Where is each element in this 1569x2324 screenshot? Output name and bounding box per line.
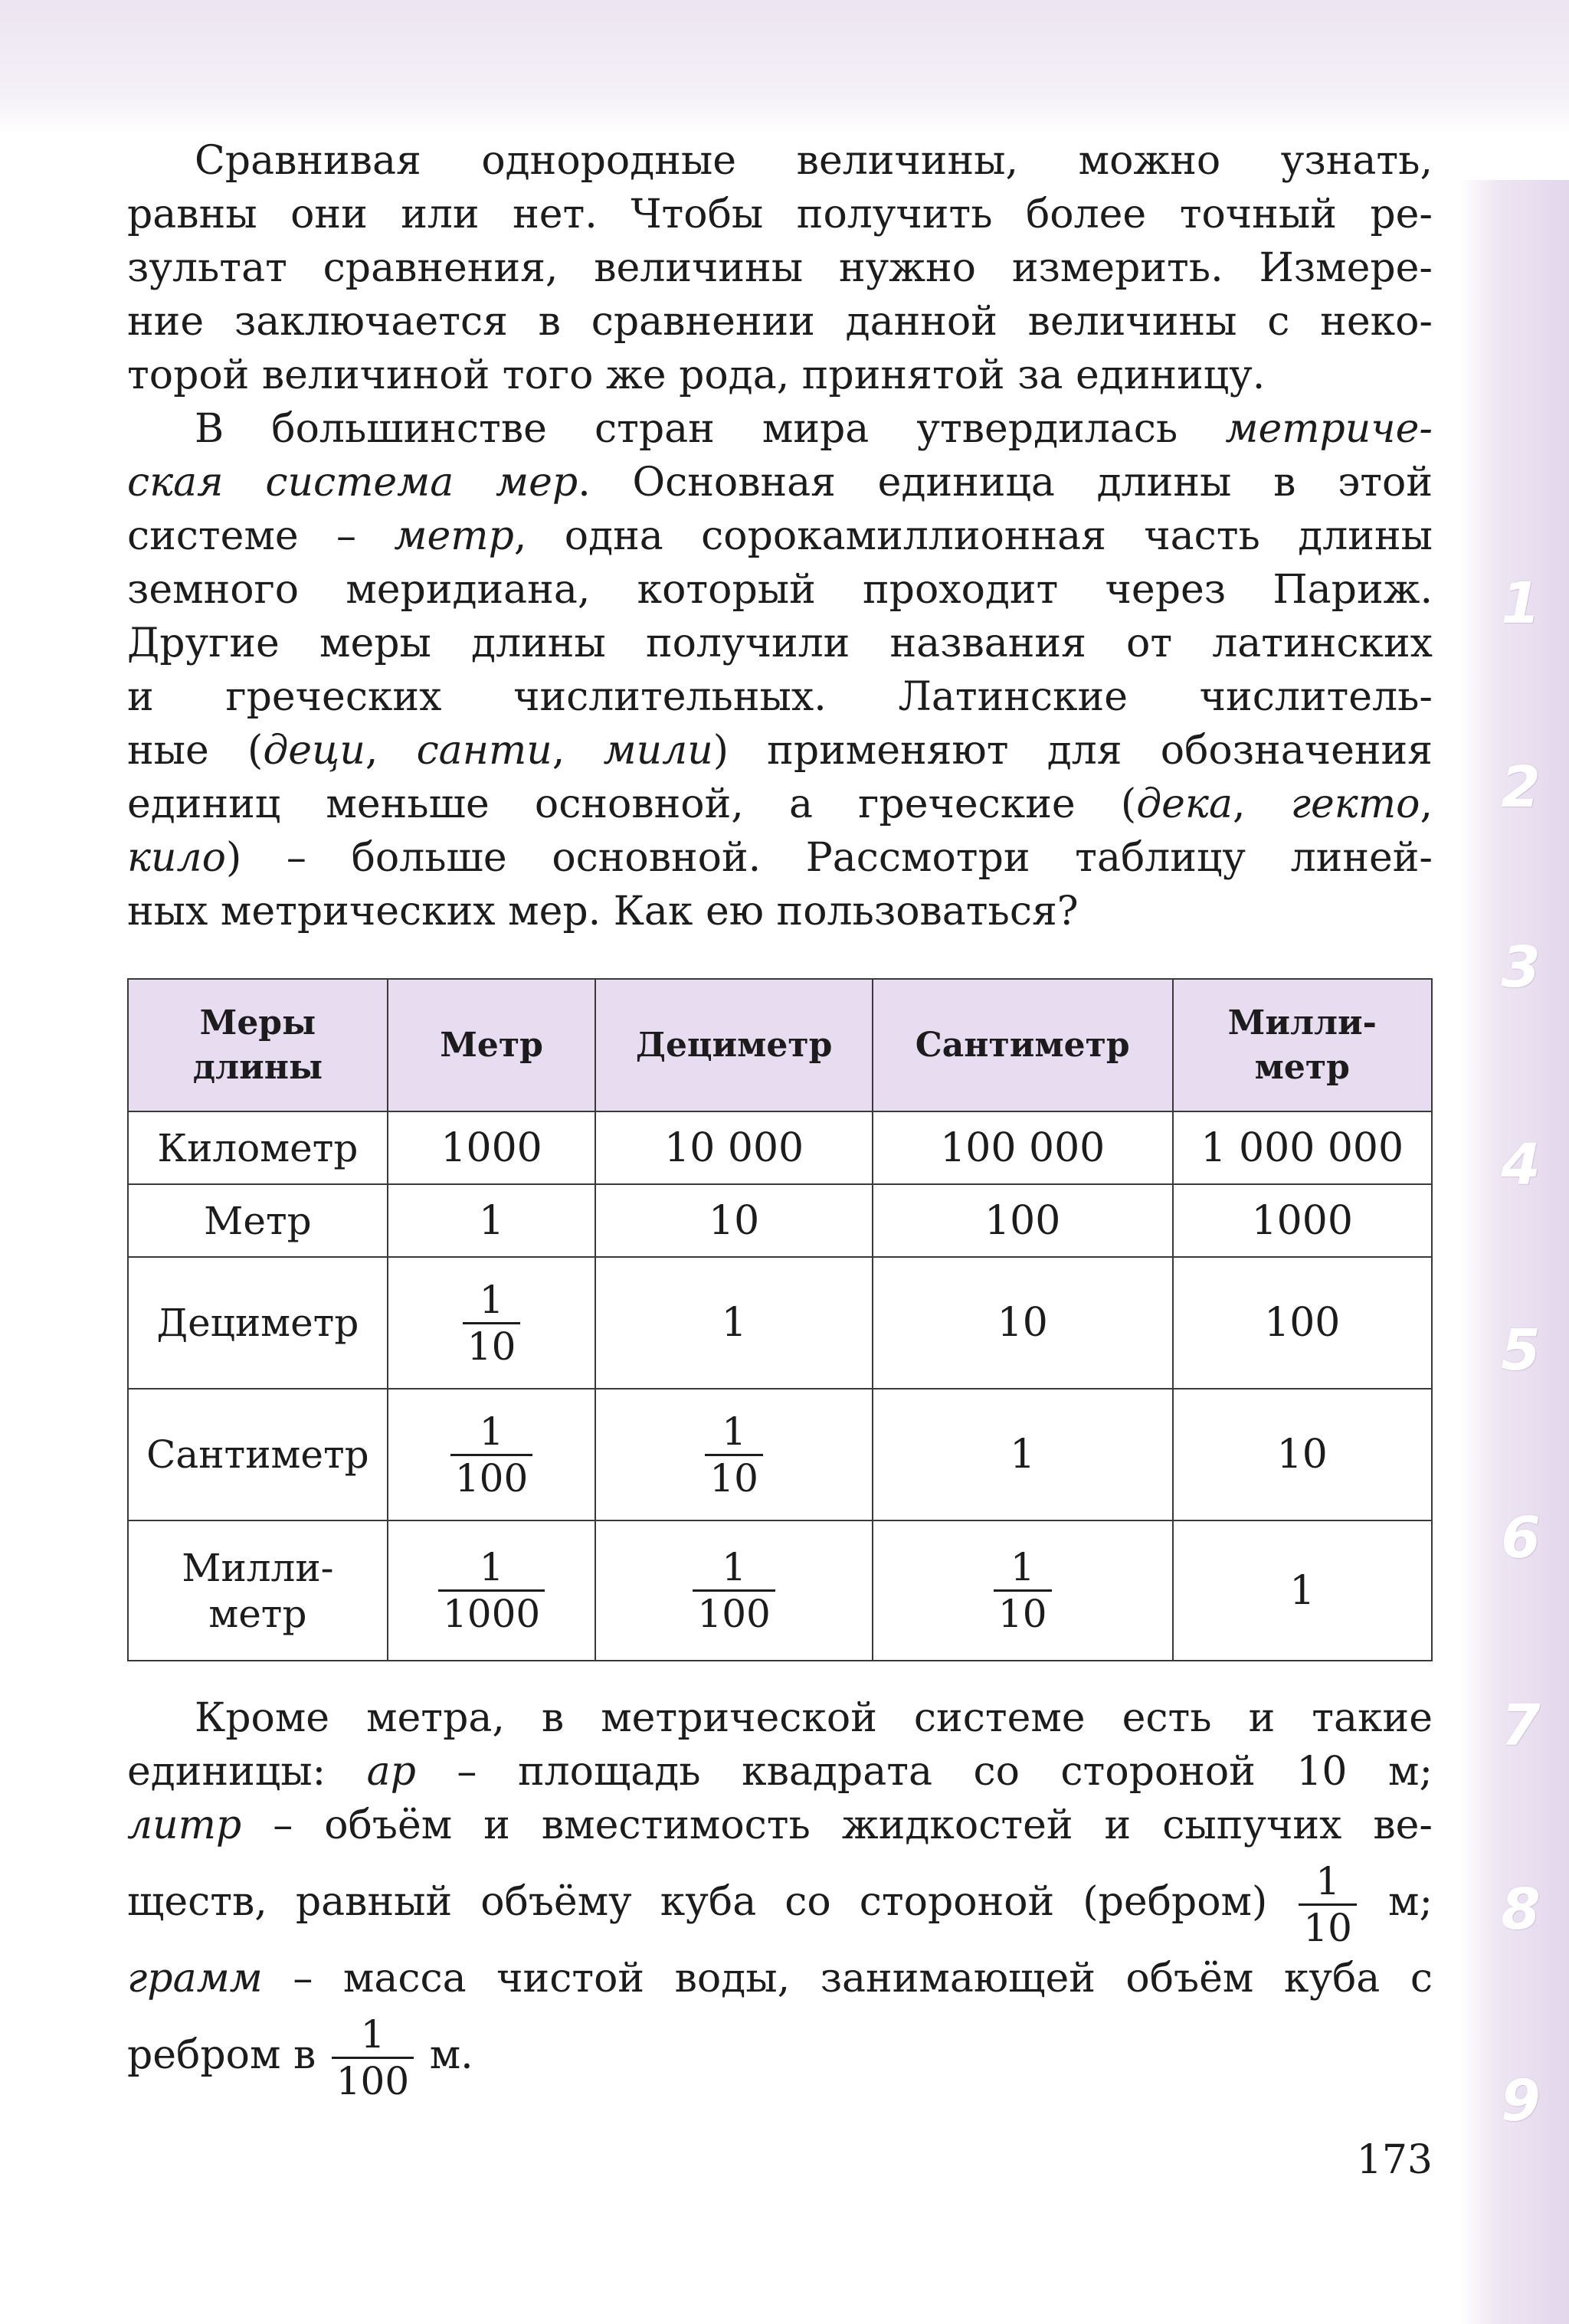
chapter-tab-1: 1 [1501,571,1541,637]
text-span: – масса чистой воды, занимающей объём куба с [262,1956,1433,2002]
table-cell-fraction [595,1389,873,1520]
text-span: ществ, равный объёму куба со стороной (ребром) [127,1879,1296,1925]
text-span: . Основная единица длины в этой [578,460,1433,506]
chapter-tab-5: 5 [1501,1317,1541,1383]
table-cell: 100 [873,1184,1173,1257]
text-line: Сравнивая однородные величины, можно узнать, [195,138,1433,184]
chapter-tab-strip [1459,180,1569,2324]
text-span: единицы: [127,1749,367,1795]
paragraph-2 [127,402,1433,938]
text-line: Другие меры длины получили названия от латинских [127,620,1433,666]
text-span: , [1420,781,1433,827]
text-line: ных метрических мер. Как ею пользоваться? [127,889,1079,935]
chapter-tab-9: 9 [1501,2068,1541,2134]
header-cell-meter: Метр [388,979,596,1111]
text-span: , одна сорокамиллионная часть длины [513,513,1433,559]
term-italic: ская система мер [127,460,578,506]
term-italic: грамм [127,1956,263,2002]
term-italic: мили [603,728,713,774]
text-span: – объём и вместимость жидкостей и сыпучих ве- [241,1802,1433,1848]
row-label: Дециметр [128,1257,388,1389]
page-top-band [0,0,1569,134]
header-cell-millimeter: Милли- метр [1173,979,1432,1111]
term-italic: кило [127,835,226,881]
chapter-tab-4: 4 [1501,1132,1541,1198]
table-cell: 100 [1173,1257,1432,1389]
text-block-top [127,134,1433,938]
table-row-kilometer [128,1111,1432,1184]
fraction: $\frac{1}{100}$ [332,2015,414,2100]
text-span: ные ( [127,728,264,774]
table-cell-fraction [873,1520,1173,1661]
table-cell: 10 [873,1257,1173,1389]
term-italic: метр [394,513,514,559]
text-span: м; [1359,1879,1433,1925]
header-cell-centimeter: Сантиметр [873,979,1173,1111]
text-span: , [552,728,604,774]
table-cell: 1 [1173,1520,1432,1661]
fraction: $\frac{1}{10}$ [994,1548,1052,1633]
table-row-millimeter [128,1520,1432,1661]
table-cell: 1 [595,1257,873,1389]
fraction: $\frac{1}{10}$ [463,1281,521,1366]
fraction: $\frac{1}{10}$ [1299,1862,1357,1947]
table-cell: 1000 [388,1111,596,1184]
text-span: , [1233,781,1291,827]
table-header-row [128,979,1432,1111]
chapter-tab-7: 7 [1501,1693,1541,1759]
text-line: торой величиной того же рода, принятой за единицу. [127,352,1266,398]
text-line: равны они или нет. Чтобы получить более точный ре- [127,191,1433,237]
paragraph-3 [127,1691,1433,2105]
fraction: $\frac{1}{100}$ [693,1548,775,1633]
row-label: Милли- метр [128,1520,388,1661]
table-cell: 1 000 000 [1173,1111,1432,1184]
term-italic: деци [263,728,365,774]
paragraph-1 [127,134,1433,402]
fraction: $\frac{1}{10}$ [705,1412,763,1498]
text-span: м. [417,2032,473,2078]
chapter-tab-8: 8 [1501,1877,1541,1943]
text-line: ние заключается в сравнении данной величины с неко- [127,299,1433,345]
text-span: ) применяют для обозначения [712,728,1433,774]
row-label: Метр [128,1184,388,1257]
text-span: системе – [127,513,395,559]
fraction: $\frac{1}{100}$ [450,1412,532,1498]
text-span: единиц меньше основной, а греческие ( [127,781,1137,827]
table-cell: 10 000 [595,1111,873,1184]
table-row-decimeter [128,1257,1432,1389]
chapter-tab-6: 6 [1501,1505,1541,1571]
table-cell-fraction [388,1520,596,1661]
table-cell: 10 [1173,1389,1432,1520]
text-span: , [365,728,417,774]
term-italic: дека [1136,781,1233,827]
table-cell: 1 [388,1184,596,1257]
length-units-table [127,978,1433,1661]
text-line: и греческих числительных. Латинские числитель- [127,674,1433,720]
page-number: 173 [1356,2137,1433,2183]
table-cell: 10 [595,1184,873,1257]
row-label: Сантиметр [128,1389,388,1520]
term-italic: литр [127,1802,242,1848]
table-cell-fraction [388,1389,596,1520]
term-italic: ар [366,1749,416,1795]
text-span: – площадь квадрата со стороной 10 м; [415,1749,1433,1795]
term-italic: санти [416,728,552,774]
table-row-meter [128,1184,1432,1257]
fraction: $\frac{1}{1000}$ [438,1548,545,1633]
text-span: ) – больше основной. Рассмотри таблицу линей- [225,835,1433,881]
text-span: В большинстве стран мира утвердилась [195,406,1226,452]
table-cell-fraction [388,1257,596,1389]
table-cell: 1 [873,1389,1173,1520]
term-italic: гекто [1290,781,1420,827]
header-cell-measures: Меры длины [128,979,388,1111]
table-cell: 1000 [1173,1184,1432,1257]
table-cell: 100 000 [873,1111,1173,1184]
table-cell-fraction [595,1520,873,1661]
table-row-centimeter [128,1389,1432,1520]
header-cell-decimeter: Дециметр [595,979,873,1111]
text-line: Кроме метра, в метрической системе есть и такие [195,1695,1433,1741]
term-italic: метриче- [1225,406,1433,452]
text-line: земного меридиана, который проходит через Париж. [127,567,1433,613]
chapter-tab-3: 3 [1501,935,1541,1000]
row-label: Километр [128,1111,388,1184]
text-span: ребром в [127,2032,329,2078]
text-line: зультат сравнения, величины нужно измерить. Измере- [127,245,1433,291]
chapter-tab-2: 2 [1501,754,1541,820]
